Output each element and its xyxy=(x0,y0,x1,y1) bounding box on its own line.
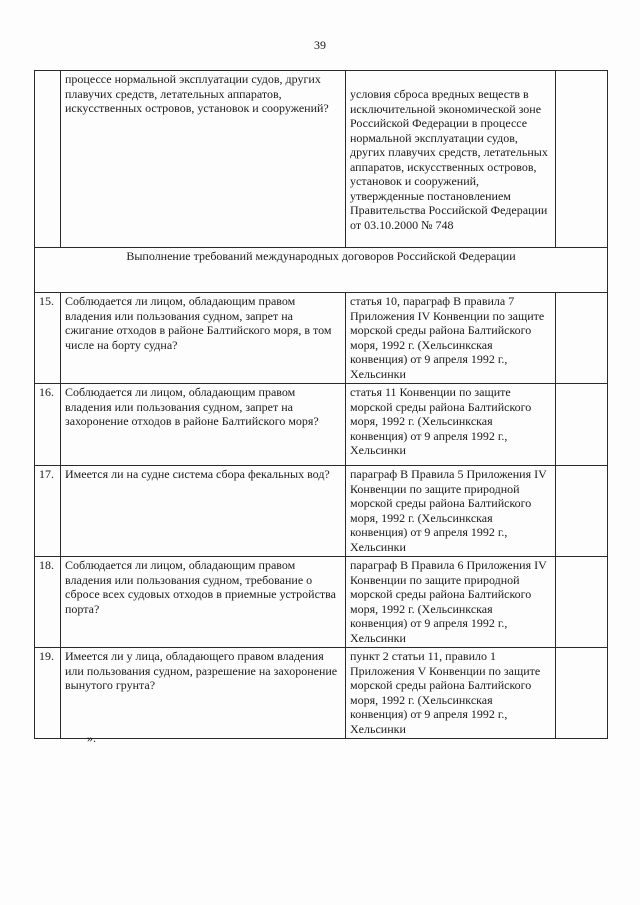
question-cell: Соблюдается ли лицом, обладающим правом владения или пользования судном, запрет на сжигание отходов в районе Балтийского моря, в том числе на борту судна? xyxy=(61,293,346,384)
section-title: Выполнение требований международных договоров Российской Федерации xyxy=(35,248,608,293)
empty-cell xyxy=(556,384,608,466)
table-row xyxy=(35,293,608,384)
empty-cell xyxy=(556,466,608,557)
table-row xyxy=(35,466,608,557)
row-number: 17. xyxy=(35,466,61,557)
row-number-cell xyxy=(35,71,61,248)
section-row xyxy=(35,248,608,293)
reference-cell: пункт 2 статьи 11, правило 1 Приложения V Конвенции по защите морской среды района Балтийского моря, 1992 г. (Хельсинкская конвенция) от 9 апреля 1992 г., Хельсинки xyxy=(346,648,556,739)
empty-cell xyxy=(556,557,608,648)
row-number: 15. xyxy=(35,293,61,384)
requirements-table xyxy=(34,70,608,739)
empty-cell xyxy=(556,293,608,384)
empty-cell xyxy=(556,648,608,739)
row-number: 16. xyxy=(35,384,61,466)
empty-cell xyxy=(556,71,608,248)
table-row xyxy=(35,557,608,648)
question-cell: процессе нормальной эксплуатации судов, других плавучих средств, летательных аппаратов, искусственных островов, установок и сооружений? xyxy=(61,71,346,248)
table-row-continuation xyxy=(35,71,608,248)
reference-cell: параграф В Правила 6 Приложения IV Конвенции по защите природной морской среды района Балтийского моря, 1992 г. (Хельсинкская конвенция) от 9 апреля 1992 г., Хельсинки xyxy=(346,557,556,648)
row-number: 19. xyxy=(35,648,61,739)
reference-cell: статья 10, параграф В правила 7 Приложения IV Конвенции по защите морской среды района Балтийского моря, 1992 г. (Хельсинкская конвенция) от 9 апреля 1992 г., Хельсинки xyxy=(346,293,556,384)
question-cell: Имеется ли у лица, обладающего правом владения или пользования судном, разрешение на захоронение вынутого грунта? xyxy=(61,648,346,739)
question-cell: Имеется ли на судне система сбора фекальных вод? xyxy=(61,466,346,557)
row-number: 18. xyxy=(35,557,61,648)
closing-quote: ». xyxy=(87,731,96,745)
question-cell: Соблюдается ли лицом, обладающим правом владения или пользования судном, требование о сбросе всех судовых отходов в приемные устройства порта? xyxy=(61,557,346,648)
question-cell: Соблюдается ли лицом, обладающим правом владения или пользования судном, запрет на захоронение отходов в районе Балтийского моря? xyxy=(61,384,346,466)
reference-cell: параграф В Правила 5 Приложения IV Конвенции по защите природной морской среды района Балтийского моря, 1992 г. (Хельсинкская конвенция) от 9 апреля 1992 г., Хельсинки xyxy=(346,466,556,557)
page-number: 39 xyxy=(314,38,326,52)
table-row xyxy=(35,648,608,739)
reference-cell: статья 11 Конвенции по защите морской среды района Балтийского моря, 1992 г. (Хельсинкская конвенция) от 9 апреля 1992 г., Хельсинки xyxy=(346,384,556,466)
table-row xyxy=(35,384,608,466)
reference-cell: условия сброса вредных веществ в исключительной экономической зоне Российской Федерации в процессе нормальной эксплуатации судов, других плавучих средств, летательных аппаратов, искусственных островов, установок и сооружений, утвержденные постановлением Правительства Российской Федерации от 03.10.2000 № 748 xyxy=(346,71,556,248)
